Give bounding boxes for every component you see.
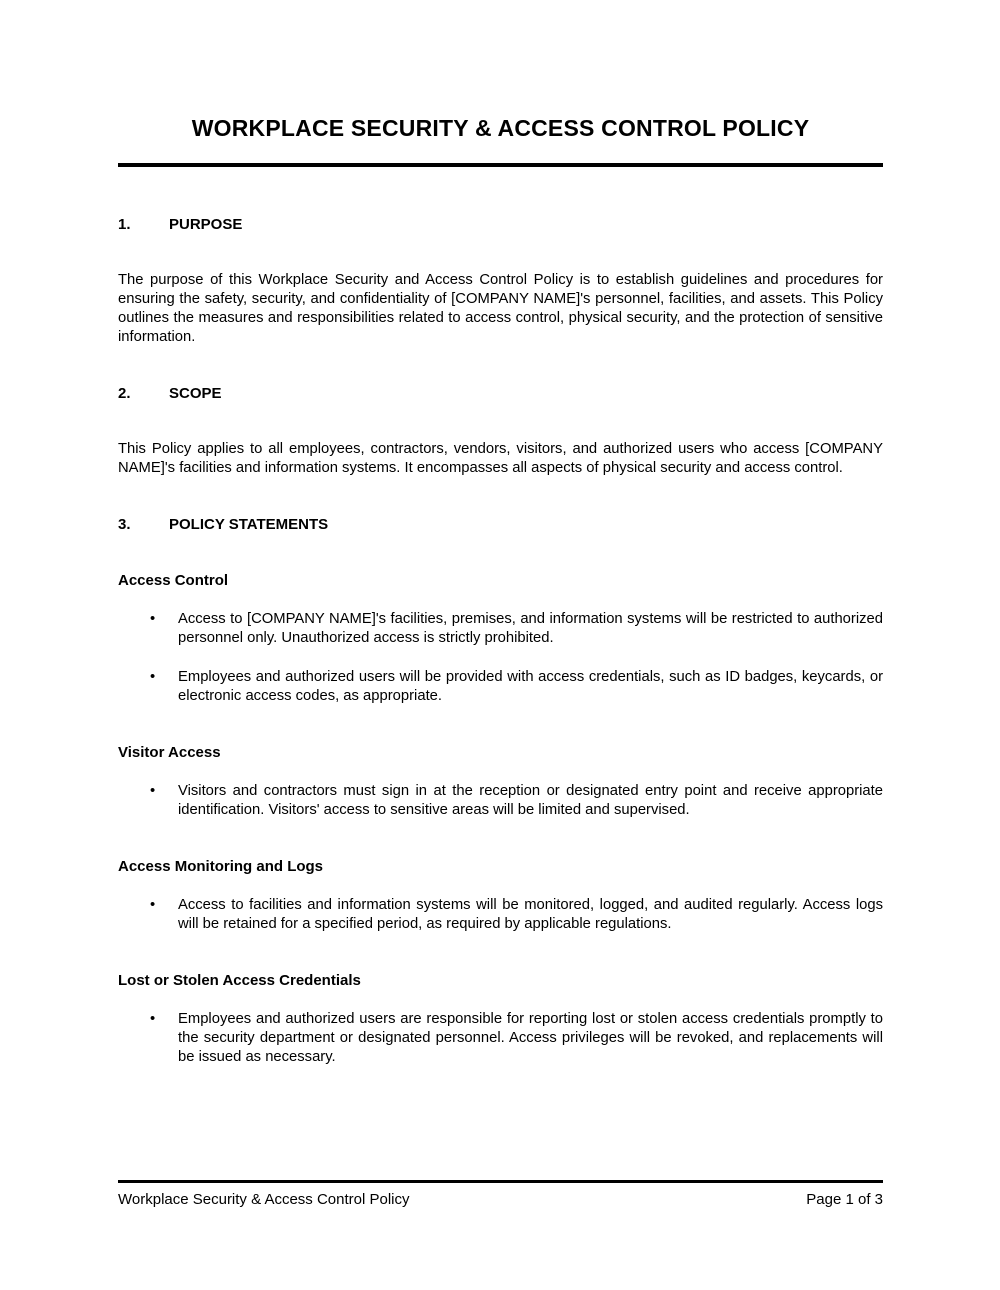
page-footer [118, 1180, 883, 1209]
bullet-item [118, 610, 883, 648]
bullet-item [118, 782, 883, 820]
subheading-access-monitoring-and-logs: Access Monitoring and Logs [118, 858, 324, 875]
section-number: 1. [118, 216, 131, 233]
purpose-paragraph: The purpose of this Workplace Security and Access Control Policy is to establish guidelines and procedures for ensuring the safety, security, and confidentiality of [COMPANY NAME]'s personnel, facilities, and assets. This Policy outlines the measures and responsibilities related to access control, physical security, and the protection of sensitive information. [118, 272, 883, 345]
bullet-text: Employees and authorized users will be provided with access credentials, such as ID badges, keycards, or electronic access codes, as appropriate. [178, 669, 883, 704]
section-heading-purpose [118, 215, 883, 234]
section-number: 2. [118, 385, 131, 402]
title-divider [118, 163, 883, 167]
section-heading-label: SCOPE [169, 385, 222, 402]
subheading-access-control: Access Control [118, 572, 229, 589]
footer-document-name: Workplace Security & Access Control Policy [118, 1191, 410, 1208]
bullet-icon: • [150, 611, 156, 627]
bullet-icon: • [150, 897, 156, 913]
bullet-text: Access to [COMPANY NAME]'s facilities, premises, and information systems will be restricted to authorized personnel only. Unauthorized access is strictly prohibited. [178, 611, 883, 646]
section-heading-label: POLICY STATEMENTS [169, 516, 329, 533]
subheading-lost-or-stolen-access-credentials: Lost or Stolen Access Credentials [118, 972, 361, 989]
section-number: 3. [118, 516, 131, 533]
bullet-text: Access to facilities and information systems will be monitored, logged, and audited regularly. Access logs will be retained for a specified period, as required by applicable regulations. [178, 897, 883, 932]
footer-page-number: Page 1 of 3 [806, 1191, 883, 1208]
document-content [0, 114, 1000, 1067]
bullet-icon: • [150, 669, 156, 685]
bullet-icon: • [150, 1011, 156, 1027]
bullet-item [118, 668, 883, 706]
bullet-item [118, 896, 883, 934]
subheading-visitor-access: Visitor Access [118, 744, 221, 761]
section-heading-label: PURPOSE [169, 216, 243, 233]
section-heading-policy-statements [118, 515, 883, 534]
bullet-text: Visitors and contractors must sign in at the reception or designated entry point and receive appropriate identification. Visitors' access to sensitive areas will be limited and supervised. [178, 783, 883, 818]
bullet-text: Employees and authorized users are responsible for reporting lost or stolen access credentials promptly to the security department or designated personnel. Access privileges will be revoked, and replacements will be issued as necessary. [178, 1011, 883, 1065]
section-heading-scope [118, 384, 883, 403]
bullet-icon: • [150, 783, 156, 799]
scope-paragraph: This Policy applies to all employees, contractors, vendors, visitors, and authorized users who access [COMPANY NAME]'s facilities and information systems. It encompasses all aspects of physical security and access control. [118, 441, 883, 476]
document-title: WORKPLACE SECURITY & ACCESS CONTROL POLICY [191, 115, 810, 141]
bullet-item [118, 1010, 883, 1067]
